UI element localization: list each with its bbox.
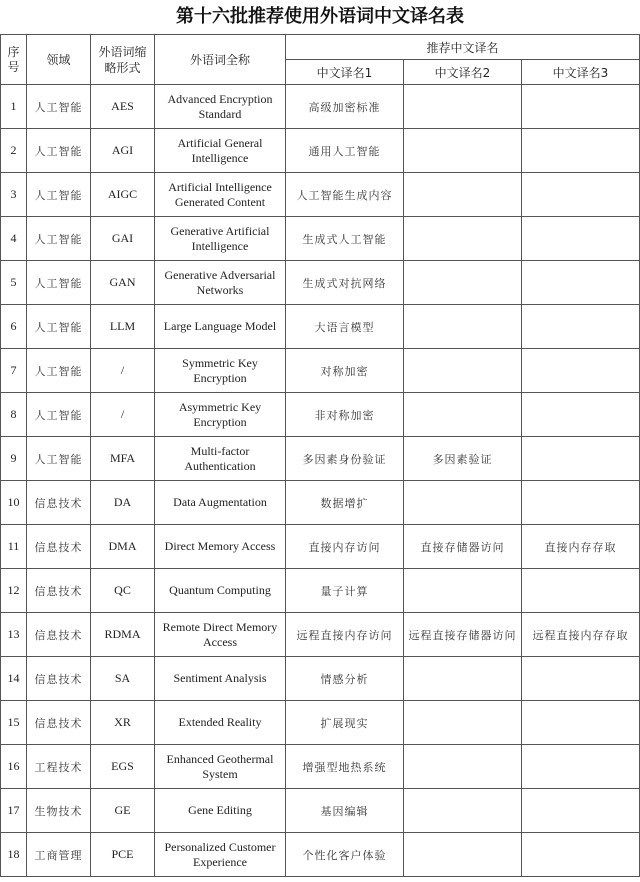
row-chinese-name-2 bbox=[404, 745, 522, 789]
row-abbreviation: / bbox=[91, 349, 155, 393]
row-index: 13 bbox=[1, 613, 27, 657]
table-row bbox=[1, 745, 640, 789]
table-row bbox=[1, 349, 640, 393]
row-index: 1 bbox=[1, 85, 27, 129]
table-row bbox=[1, 173, 640, 217]
row-chinese-name-3 bbox=[522, 393, 640, 437]
header-name-3: 中文译名3 bbox=[522, 60, 640, 85]
row-field: 人工智能 bbox=[27, 85, 91, 129]
row-index: 15 bbox=[1, 701, 27, 745]
page-title: 第十六批推荐使用外语词中文译名表 bbox=[176, 6, 464, 27]
row-abbreviation: EGS bbox=[91, 745, 155, 789]
row-field: 人工智能 bbox=[27, 261, 91, 305]
row-chinese-name-2 bbox=[404, 173, 522, 217]
row-field: 生物技术 bbox=[27, 789, 91, 833]
row-chinese-name-3 bbox=[522, 85, 640, 129]
row-field: 信息技术 bbox=[27, 569, 91, 613]
row-chinese-name-3 bbox=[522, 789, 640, 833]
row-chinese-name-2 bbox=[404, 85, 522, 129]
row-field: 工程技术 bbox=[27, 745, 91, 789]
table-row bbox=[1, 393, 640, 437]
row-chinese-name-2 bbox=[404, 789, 522, 833]
row-index: 6 bbox=[1, 305, 27, 349]
row-full-name: Symmetric Key Encryption bbox=[155, 349, 286, 393]
row-field: 人工智能 bbox=[27, 437, 91, 481]
table-row bbox=[1, 437, 640, 481]
row-full-name: Personalized Customer Experience bbox=[155, 833, 286, 877]
row-chinese-name-3 bbox=[522, 349, 640, 393]
row-chinese-name-2 bbox=[404, 657, 522, 701]
row-chinese-name-1: 大语言模型 bbox=[286, 305, 404, 349]
row-chinese-name-1: 非对称加密 bbox=[286, 393, 404, 437]
row-chinese-name-2 bbox=[404, 129, 522, 173]
row-index: 17 bbox=[1, 789, 27, 833]
row-chinese-name-3 bbox=[522, 833, 640, 877]
row-chinese-name-2 bbox=[404, 305, 522, 349]
row-chinese-name-2: 直接存储器访问 bbox=[404, 525, 522, 569]
row-chinese-name-3 bbox=[522, 701, 640, 745]
row-field: 人工智能 bbox=[27, 305, 91, 349]
row-chinese-name-1: 对称加密 bbox=[286, 349, 404, 393]
row-chinese-name-1: 量子计算 bbox=[286, 569, 404, 613]
table-row bbox=[1, 613, 640, 657]
row-index: 10 bbox=[1, 481, 27, 525]
header-index: 序号 bbox=[1, 35, 27, 85]
row-chinese-name-3 bbox=[522, 745, 640, 789]
row-chinese-name-1: 直接内存访问 bbox=[286, 525, 404, 569]
row-index: 12 bbox=[1, 569, 27, 613]
header-full-name: 外语词全称 bbox=[155, 35, 286, 85]
row-chinese-name-2 bbox=[404, 217, 522, 261]
row-full-name: Artificial Intelligence Generated Content bbox=[155, 173, 286, 217]
row-field: 人工智能 bbox=[27, 393, 91, 437]
row-chinese-name-1: 增强型地热系统 bbox=[286, 745, 404, 789]
row-full-name: Generative Artificial Intelligence bbox=[155, 217, 286, 261]
header-row-top bbox=[1, 35, 640, 60]
table-row bbox=[1, 129, 640, 173]
row-abbreviation: XR bbox=[91, 701, 155, 745]
row-index: 11 bbox=[1, 525, 27, 569]
row-field: 信息技术 bbox=[27, 613, 91, 657]
row-field: 人工智能 bbox=[27, 217, 91, 261]
row-index: 7 bbox=[1, 349, 27, 393]
row-index: 16 bbox=[1, 745, 27, 789]
row-chinese-name-1: 情感分析 bbox=[286, 657, 404, 701]
row-full-name: Extended Reality bbox=[155, 701, 286, 745]
row-chinese-name-2 bbox=[404, 349, 522, 393]
table-row bbox=[1, 789, 640, 833]
row-field: 人工智能 bbox=[27, 349, 91, 393]
row-full-name: Multi-factor Authentication bbox=[155, 437, 286, 481]
row-field: 工商管理 bbox=[27, 833, 91, 877]
row-abbreviation: SA bbox=[91, 657, 155, 701]
row-chinese-name-1: 多因素身份验证 bbox=[286, 437, 404, 481]
row-full-name: Data Augmentation bbox=[155, 481, 286, 525]
row-full-name: Generative Adversarial Networks bbox=[155, 261, 286, 305]
row-chinese-name-2 bbox=[404, 481, 522, 525]
row-index: 14 bbox=[1, 657, 27, 701]
row-chinese-name-3 bbox=[522, 217, 640, 261]
row-chinese-name-2: 多因素验证 bbox=[404, 437, 522, 481]
row-abbreviation: QC bbox=[91, 569, 155, 613]
row-chinese-name-1: 扩展现实 bbox=[286, 701, 404, 745]
row-index: 3 bbox=[1, 173, 27, 217]
table-row bbox=[1, 217, 640, 261]
row-chinese-name-3 bbox=[522, 437, 640, 481]
row-abbreviation: / bbox=[91, 393, 155, 437]
row-abbreviation: GE bbox=[91, 789, 155, 833]
row-field: 信息技术 bbox=[27, 701, 91, 745]
row-chinese-name-2 bbox=[404, 701, 522, 745]
table-row bbox=[1, 305, 640, 349]
row-chinese-name-3 bbox=[522, 173, 640, 217]
row-field: 人工智能 bbox=[27, 129, 91, 173]
row-chinese-name-2 bbox=[404, 833, 522, 877]
row-chinese-name-1: 通用人工智能 bbox=[286, 129, 404, 173]
row-abbreviation: AIGC bbox=[91, 173, 155, 217]
row-chinese-name-2 bbox=[404, 569, 522, 613]
table-row bbox=[1, 833, 640, 877]
row-full-name: Artificial General Intelligence bbox=[155, 129, 286, 173]
row-chinese-name-2 bbox=[404, 393, 522, 437]
row-chinese-name-3 bbox=[522, 569, 640, 613]
row-chinese-name-1: 数据增扩 bbox=[286, 481, 404, 525]
row-abbreviation: PCE bbox=[91, 833, 155, 877]
row-index: 2 bbox=[1, 129, 27, 173]
table-row bbox=[1, 569, 640, 613]
row-index: 18 bbox=[1, 833, 27, 877]
row-full-name: Large Language Model bbox=[155, 305, 286, 349]
row-full-name: Remote Direct Memory Access bbox=[155, 613, 286, 657]
row-full-name: Sentiment Analysis bbox=[155, 657, 286, 701]
table-row bbox=[1, 481, 640, 525]
row-chinese-name-2: 远程直接存储器访问 bbox=[404, 613, 522, 657]
table-row bbox=[1, 261, 640, 305]
row-abbreviation: DMA bbox=[91, 525, 155, 569]
header-recommended: 推荐中文译名 bbox=[286, 35, 640, 60]
row-chinese-name-2 bbox=[404, 261, 522, 305]
row-index: 5 bbox=[1, 261, 27, 305]
table-row bbox=[1, 85, 640, 129]
row-field: 人工智能 bbox=[27, 173, 91, 217]
table-row bbox=[1, 657, 640, 701]
row-field: 信息技术 bbox=[27, 481, 91, 525]
row-chinese-name-1: 生成式对抗网络 bbox=[286, 261, 404, 305]
row-field: 信息技术 bbox=[27, 525, 91, 569]
row-chinese-name-3 bbox=[522, 261, 640, 305]
header-name-1: 中文译名1 bbox=[286, 60, 404, 85]
row-chinese-name-1: 远程直接内存访问 bbox=[286, 613, 404, 657]
row-chinese-name-3 bbox=[522, 657, 640, 701]
row-abbreviation: GAI bbox=[91, 217, 155, 261]
row-abbreviation: GAN bbox=[91, 261, 155, 305]
row-chinese-name-3: 直接内存存取 bbox=[522, 525, 640, 569]
row-full-name: Direct Memory Access bbox=[155, 525, 286, 569]
row-full-name: Asymmetric Key Encryption bbox=[155, 393, 286, 437]
row-full-name: Enhanced Geothermal System bbox=[155, 745, 286, 789]
row-chinese-name-3: 远程直接内存存取 bbox=[522, 613, 640, 657]
row-abbreviation: AES bbox=[91, 85, 155, 129]
header-field: 领域 bbox=[27, 35, 91, 85]
row-chinese-name-1: 生成式人工智能 bbox=[286, 217, 404, 261]
row-full-name: Gene Editing bbox=[155, 789, 286, 833]
row-index: 4 bbox=[1, 217, 27, 261]
table-row bbox=[1, 701, 640, 745]
row-abbreviation: AGI bbox=[91, 129, 155, 173]
table-body bbox=[1, 85, 640, 877]
row-full-name: Quantum Computing bbox=[155, 569, 286, 613]
row-chinese-name-1: 人工智能生成内容 bbox=[286, 173, 404, 217]
row-chinese-name-1: 高级加密标准 bbox=[286, 85, 404, 129]
row-chinese-name-3 bbox=[522, 481, 640, 525]
row-chinese-name-1: 个性化客户体验 bbox=[286, 833, 404, 877]
row-chinese-name-1: 基因编辑 bbox=[286, 789, 404, 833]
header-abbr: 外语词缩略形式 bbox=[91, 35, 155, 85]
row-abbreviation: DA bbox=[91, 481, 155, 525]
row-field: 信息技术 bbox=[27, 657, 91, 701]
row-chinese-name-3 bbox=[522, 129, 640, 173]
row-abbreviation: LLM bbox=[91, 305, 155, 349]
row-full-name: Advanced Encryption Standard bbox=[155, 85, 286, 129]
translation-table bbox=[0, 34, 640, 877]
header-name-2: 中文译名2 bbox=[404, 60, 522, 85]
row-index: 9 bbox=[1, 437, 27, 481]
row-chinese-name-3 bbox=[522, 305, 640, 349]
row-index: 8 bbox=[1, 393, 27, 437]
row-abbreviation: RDMA bbox=[91, 613, 155, 657]
table-row bbox=[1, 525, 640, 569]
row-abbreviation: MFA bbox=[91, 437, 155, 481]
